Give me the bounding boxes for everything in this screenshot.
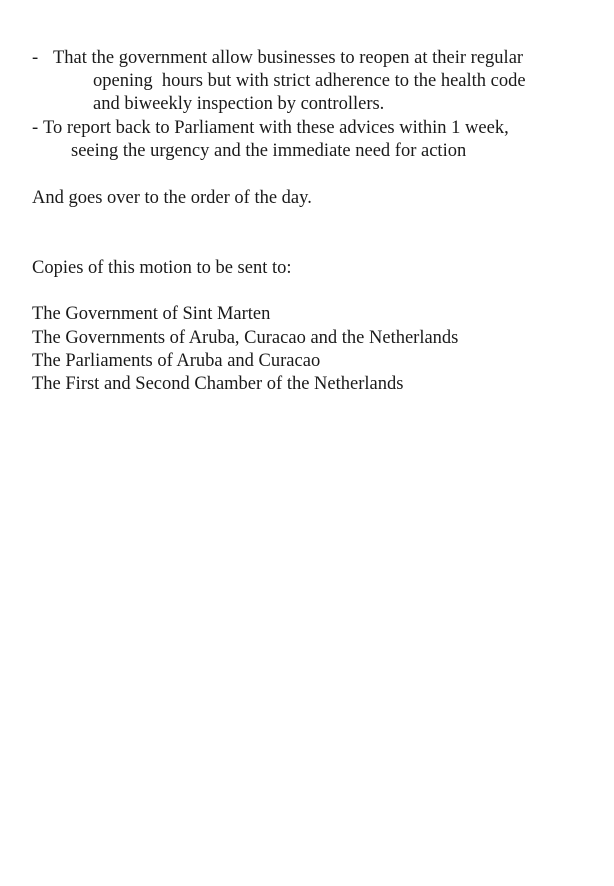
- resolution-text: To report back to Parliament with these advices within 1 week,: [43, 118, 509, 138]
- recipient-item: The Governments of Aruba, Curacao and the Netherlands: [32, 328, 459, 348]
- recipient-item: The Government of Sint Marten: [32, 304, 271, 324]
- bullet-dash: -: [32, 48, 39, 68]
- bullet-dash: -: [32, 118, 39, 138]
- copies-heading: Copies of this motion to be sent to:: [32, 258, 292, 278]
- resolution-text: and biweekly inspection by controllers.: [93, 94, 385, 114]
- resolution-text: seeing the urgency and the immediate need for action: [71, 141, 467, 161]
- resolution-text: That the government allow businesses to reopen at their regular: [53, 48, 524, 68]
- closing-statement: And goes over to the order of the day.: [32, 188, 312, 208]
- resolution-text: opening hours but with strict adherence to the health code: [93, 71, 526, 91]
- recipient-item: The First and Second Chamber of the Netherlands: [32, 374, 404, 394]
- recipient-item: The Parliaments of Aruba and Curacao: [32, 351, 321, 371]
